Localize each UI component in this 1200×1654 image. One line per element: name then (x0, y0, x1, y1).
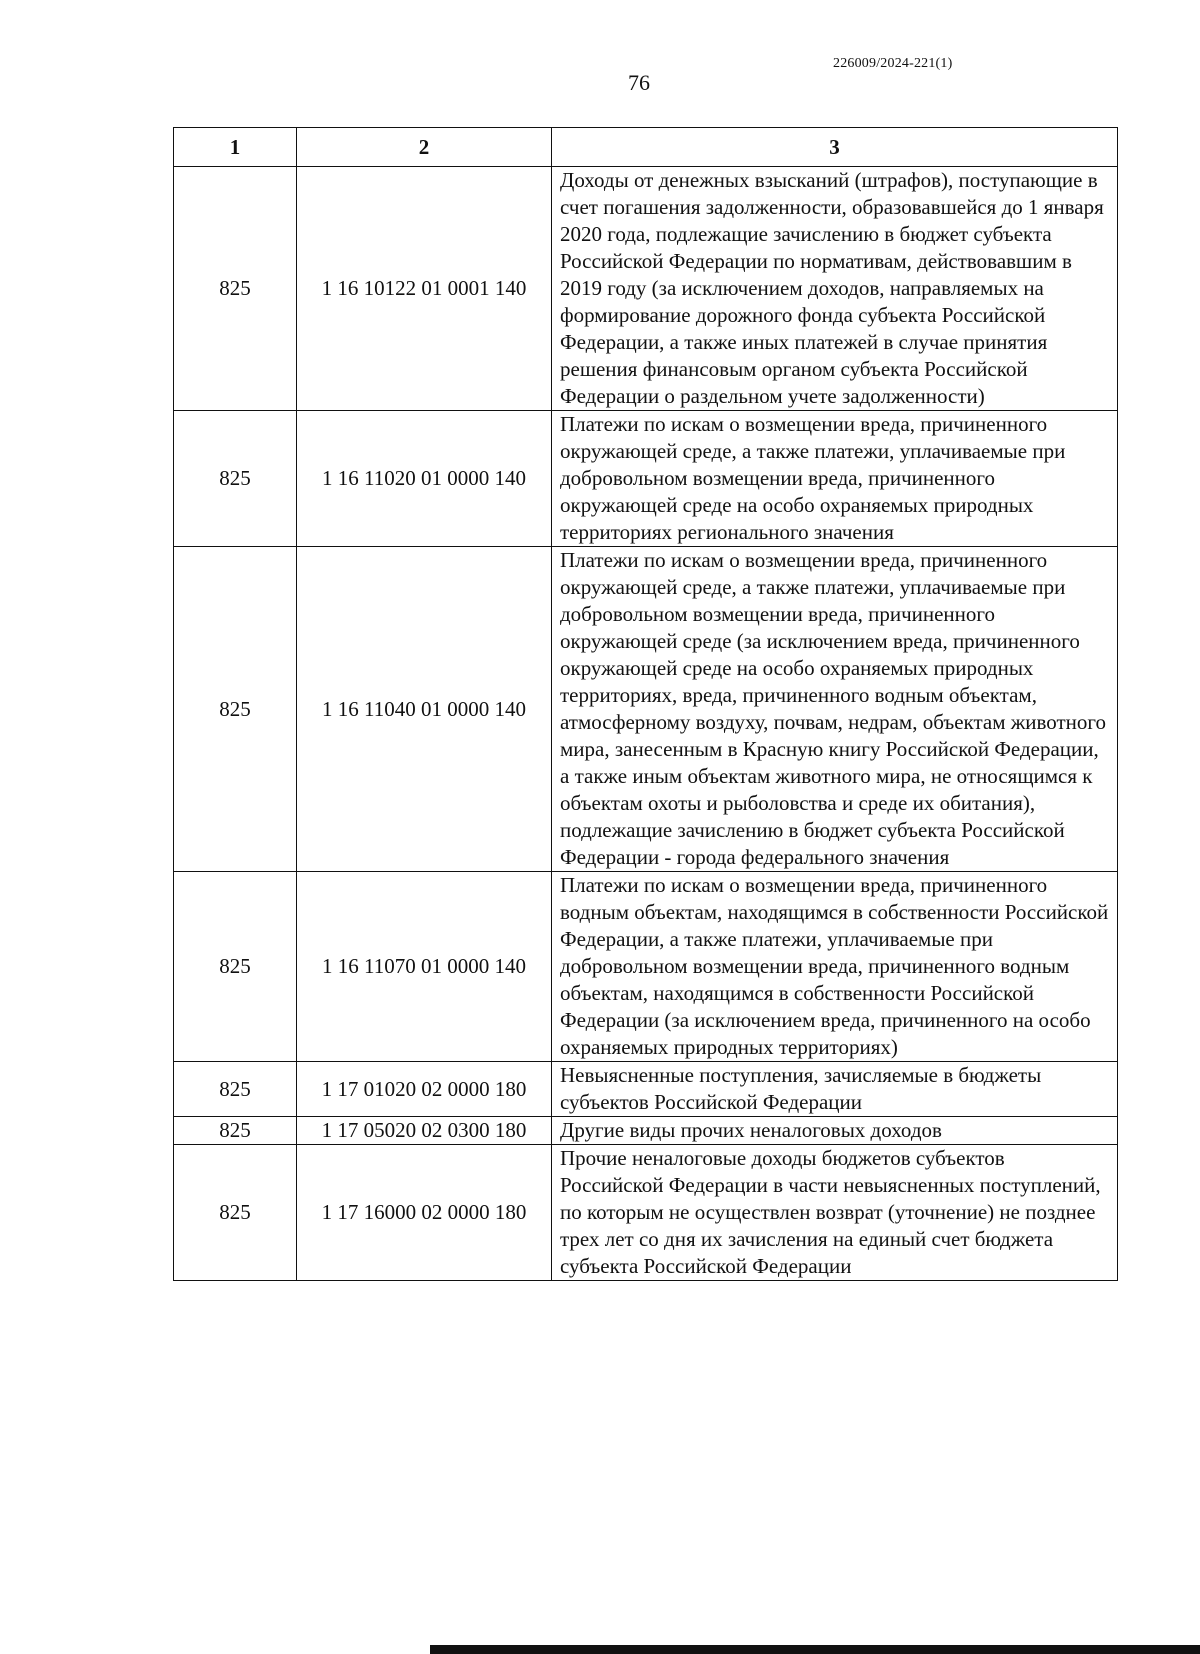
admin-code-cell: 825 (174, 1062, 297, 1117)
admin-code-cell: 825 (174, 547, 297, 872)
budget-classification-code-cell: 1 16 11020 01 0000 140 (297, 411, 552, 547)
table-row (174, 411, 1118, 547)
table-row (174, 547, 1118, 872)
revenue-description-cell: Доходы от денежных взысканий (штрафов), поступающие в счет погашения задолженности, образовавшейся до 1 января 2020 года, подлежащие зачислению в бюджет субъекта Российской Федерации по нормативам, действовавшим в 2019 году (за исключением доходов, направляемых на формирование дорожного фонда субъекта Российской Федерации, а также иных платежей в случае принятия решения финансовым органом субъекта Российской Федерации о раздельном учете задолженности) (552, 167, 1118, 411)
budget-classification-code-cell: 1 16 11040 01 0000 140 (297, 547, 552, 872)
revenue-description-cell: Прочие неналоговые доходы бюджетов субъектов Российской Федерации в части невыясненных поступлений, по которым не осуществлен возврат (уточнение) не позднее трех лет со дня их зачисления на единый счет бюджета субъекта Российской Федерации (552, 1145, 1118, 1281)
budget-classification-code-cell: 1 16 10122 01 0001 140 (297, 167, 552, 411)
budget-classification-code-cell: 1 17 05020 02 0300 180 (297, 1117, 552, 1145)
table-row (174, 167, 1118, 411)
budget-classification-code-cell: 1 17 01020 02 0000 180 (297, 1062, 552, 1117)
column-header-1: 1 (174, 128, 297, 167)
admin-code-cell: 825 (174, 1145, 297, 1281)
table-row (174, 1117, 1118, 1145)
budget-classification-code-cell: 1 16 11070 01 0000 140 (297, 872, 552, 1062)
table-row (174, 872, 1118, 1062)
admin-code-cell: 825 (174, 1117, 297, 1145)
page-number: 76 (628, 70, 650, 95)
column-header-3: 3 (552, 128, 1118, 167)
revenue-description-cell: Другие виды прочих неналоговых доходов (552, 1117, 1118, 1145)
column-header-2: 2 (297, 128, 552, 167)
admin-code-cell: 825 (174, 167, 297, 411)
table-row (174, 1145, 1118, 1281)
admin-code-cell: 825 (174, 411, 297, 547)
scan-edge-bar (430, 1645, 1200, 1654)
admin-code-cell: 825 (174, 872, 297, 1062)
table-row (174, 1062, 1118, 1117)
revenue-description-cell: Платежи по искам о возмещении вреда, причиненного окружающей среде, а также платежи, уплачиваемые при добровольном возмещении вреда, причиненного окружающей среде на особо охраняемых природных территориях регионального значения (552, 411, 1118, 547)
revenue-description-cell: Невыясненные поступления, зачисляемые в бюджеты субъектов Российской Федерации (552, 1062, 1118, 1117)
budget-codes-table (173, 127, 1118, 1281)
table-header-row (174, 128, 1118, 167)
document-registration-number: 226009/2024-221(1) (833, 56, 953, 71)
revenue-description-cell: Платежи по искам о возмещении вреда, причиненного водным объектам, находящимся в собственности Российской Федерации, а также платежи, уплачиваемые при добровольном возмещении вреда, причиненного водным объектам, находящимся в собственности Российской Федерации (за исключением вреда, причиненного на особо охраняемых природных территориях) (552, 872, 1118, 1062)
budget-classification-code-cell: 1 17 16000 02 0000 180 (297, 1145, 552, 1281)
revenue-description-cell: Платежи по искам о возмещении вреда, причиненного окружающей среде, а также платежи, уплачиваемые при добровольном возмещении вреда, причиненного окружающей среде (за исключением вреда, причиненного окружающей среде на особо охраняемых природных территориях, вреда, причиненного водным объектам, атмосферному воздуху, почвам, недрам, объектам животного мира, занесенным в Красную книгу Российской Федерации, а также иным объектам животного мира, не относящимся к объектам охоты и рыболовства и среде их обитания), подлежащие зачислению в бюджет субъекта Российской Федерации - города федерального значения (552, 547, 1118, 872)
